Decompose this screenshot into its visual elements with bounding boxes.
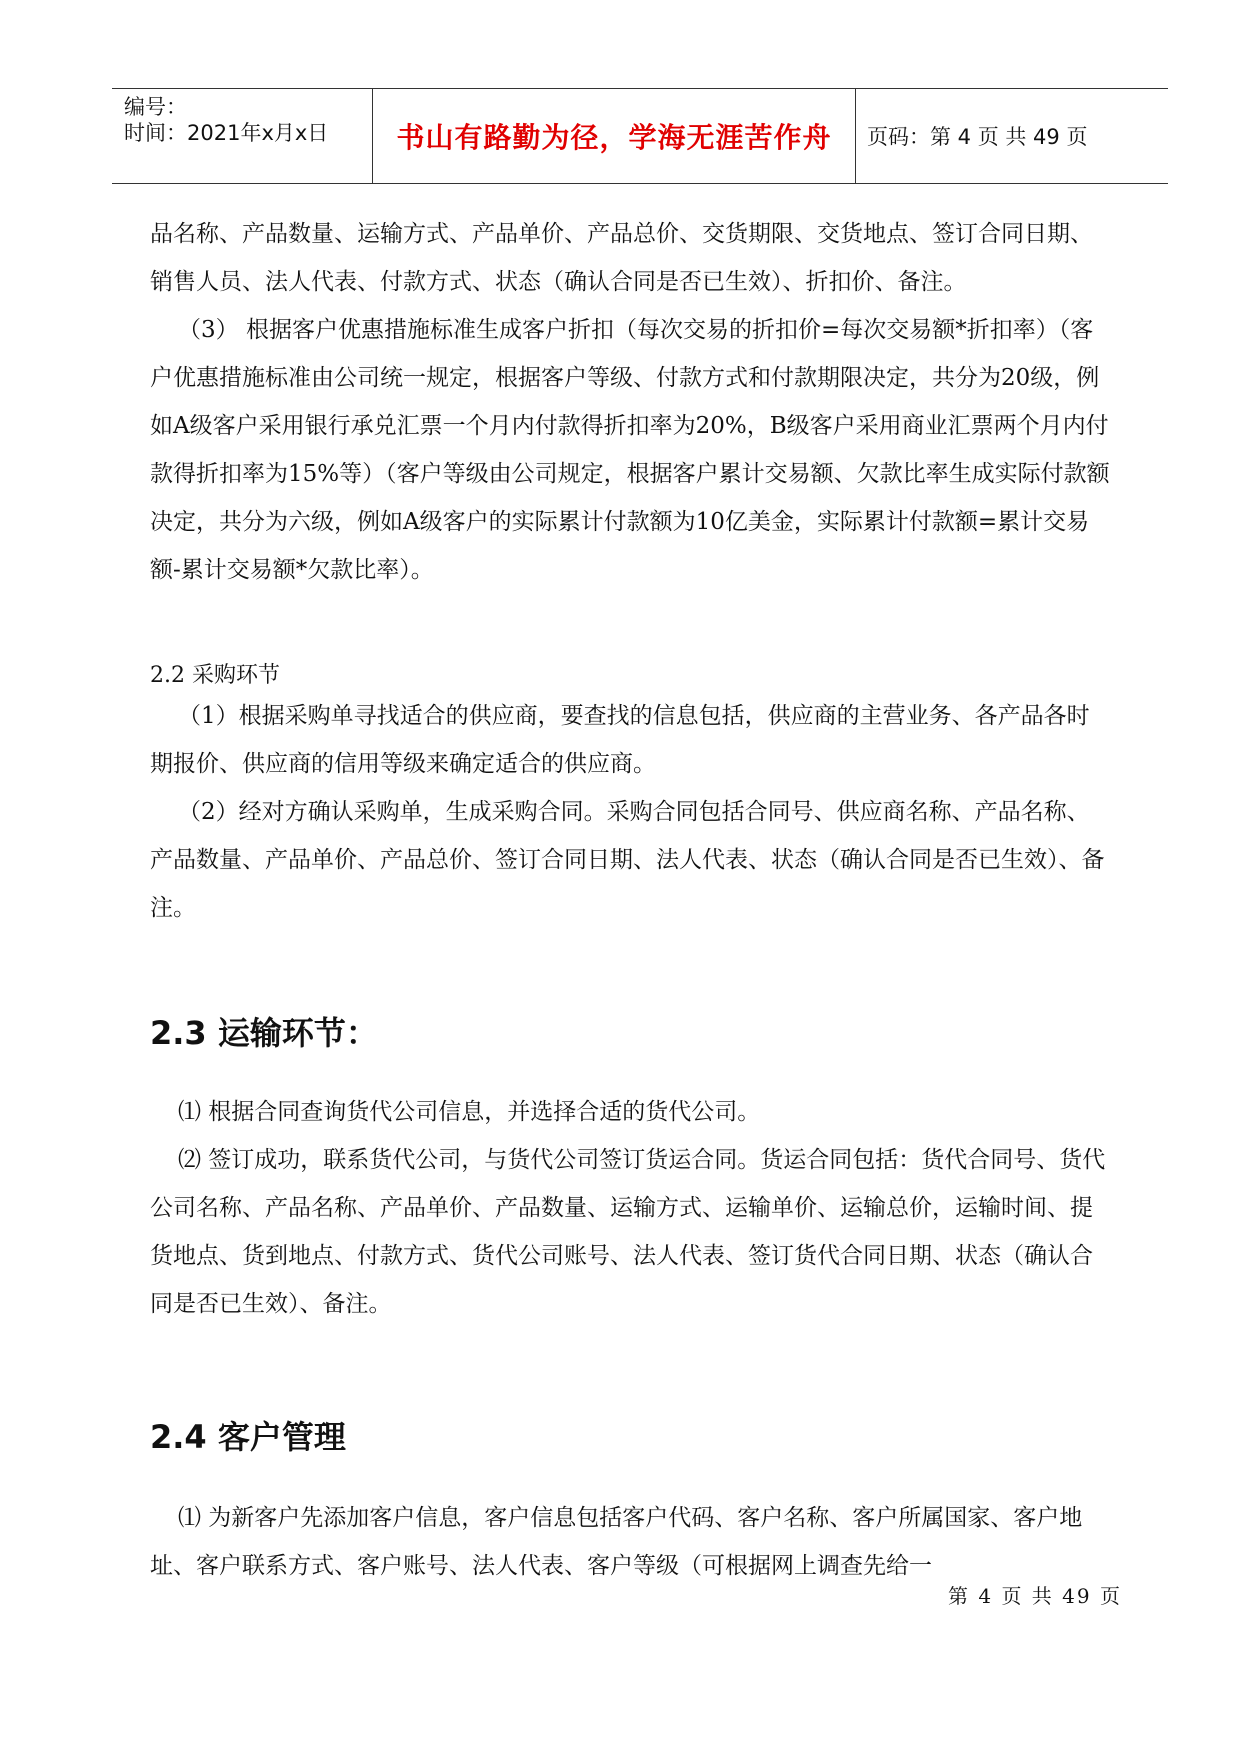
section-2-3 <box>150 1008 1110 1054</box>
header-page-cell <box>855 89 1168 183</box>
paragraph-block-2 <box>150 306 1110 594</box>
document-header <box>112 88 1168 184</box>
document-time-label: 时间：2021年x月x日 <box>124 121 329 145</box>
section-2-2 <box>150 658 1110 689</box>
paragraph: 品名称、产品数量、运输方式、产品单价、产品总价、交货期限、交货地点、签订合同日期、销售人员、法人代表、付款方式、状态（确认合同是否已生效）、折扣价、备注。 <box>150 221 1093 295</box>
paragraph-block-3 <box>150 692 1110 932</box>
header-page-label: 页码：第 4 页 共 49 页 <box>867 125 1088 149</box>
paragraph: ⑴ 根据合同查询货代公司信息，并选择合适的货代公司。 <box>178 1099 761 1125</box>
section-heading-2-4: 2.4 客户管理 <box>150 1418 346 1456</box>
header-left-cell <box>112 89 372 183</box>
header-motto-cell <box>372 89 856 183</box>
paragraph-block-4 <box>150 1088 1110 1328</box>
section-heading-2-3: 2.3 运输环节： <box>150 1014 378 1052</box>
section-2-4 <box>150 1412 1110 1458</box>
section-heading-2-2: 2.2 采购环节 <box>150 663 280 688</box>
page-footer: 第 4 页 共 49 页 <box>948 1584 1122 1608</box>
paragraph: ⑴ 为新客户先添加客户信息，客户信息包括客户代码、客户名称、客户所属国家、客户地址、客户联系方式、客户账号、法人代表、客户等级（可根据网上调查先给一 <box>150 1505 1083 1579</box>
paragraph-block-1 <box>150 210 1110 306</box>
document-number-label: 编号： <box>124 95 187 119</box>
paragraph: ⑵ 签订成功，联系货代公司，与货代公司签订货运合同。货运合同包括：货代合同号、货代公司名称、产品名称、产品单价、产品数量、运输方式、运输单价、运输总价，运输时间、提货地点、货到地点、付款方式、货代公司账号、法人代表、签订货代合同日期、状态（确认合同是否已生效）、备注。 <box>150 1147 1106 1317</box>
paragraph: （3） 根据客户优惠措施标准生成客户折扣（每次交易的折扣价=每次交易额*折扣率）（客户优惠措施标准由公司统一规定，根据客户等级、付款方式和付款期限决定，共分为20级，例如A级客户采用银行承兑汇票一个月内付款得折扣率为20%，B级客户采用商业汇票两个月内付款得折扣率为15%等）（客户等级由公司规定，根据客户累计交易额、欠款比率生成实际付款额决定，共分为六级，例如A级客户的实际累计付款额为10亿美金，实际累计付款额=累计交易额-累计交易额*欠款比率）。 <box>150 317 1110 583</box>
paragraph-block-5 <box>150 1494 1110 1590</box>
paragraph: （2）经对方确认采购单，生成采购合同。采购合同包括合同号、供应商名称、产品名称、产品数量、产品单价、产品总价、签订合同日期、法人代表、状态（确认合同是否已生效）、备注。 <box>150 799 1105 921</box>
paragraph: （1）根据采购单寻找适合的供应商，要查找的信息包括，供应商的主营业务、各产品各时期报价、供应商的信用等级来确定适合的供应商。 <box>150 703 1090 777</box>
header-motto: 书山有路勤为径，学海无涯苦作舟 <box>396 121 832 154</box>
